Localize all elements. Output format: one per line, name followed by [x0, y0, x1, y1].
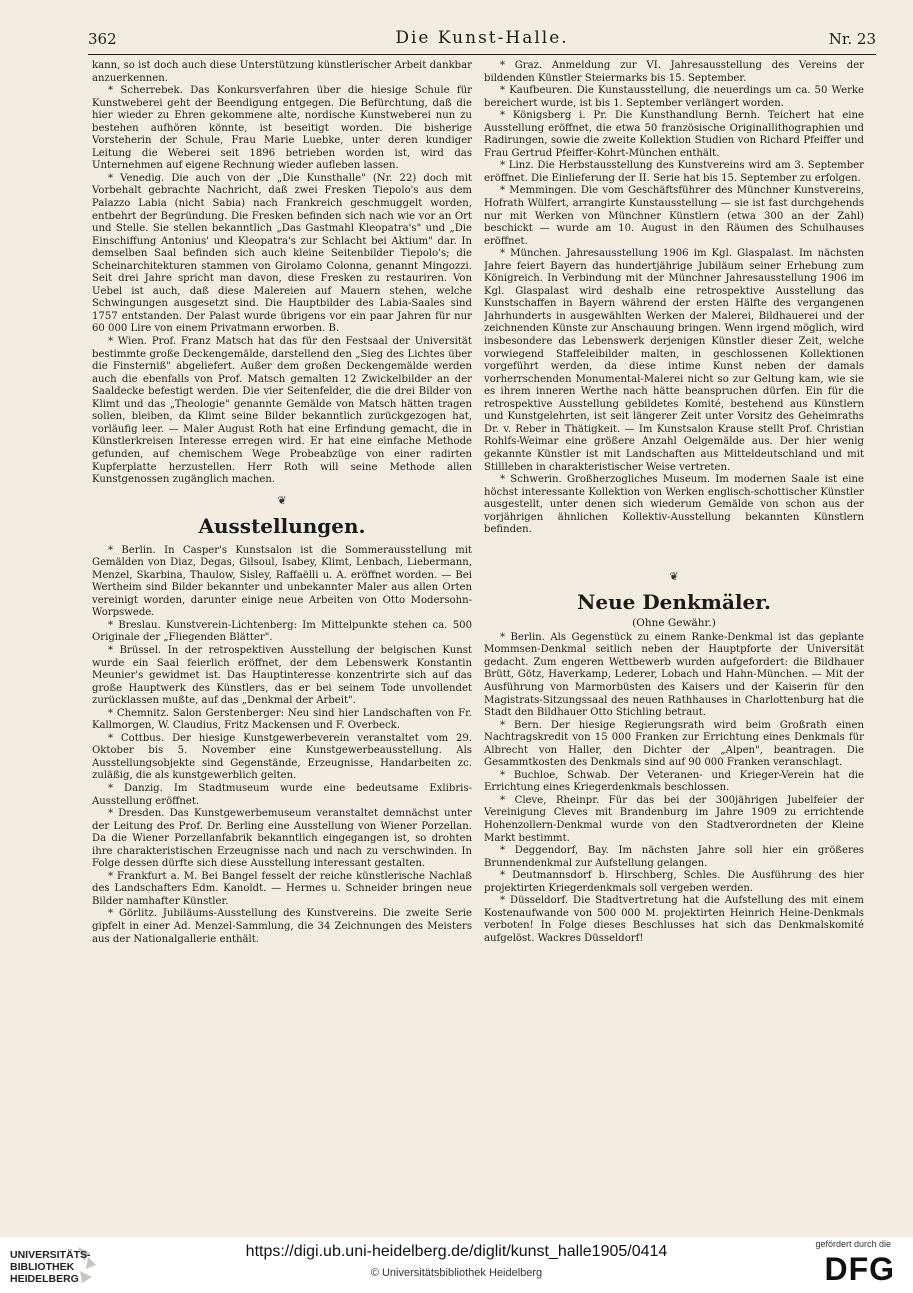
news-paragraph: * Görlitz. Jubiläums-Ausstellung des Kunstvereins. Die zweite Serie gipfelt in einer Ad. Menzel-Sammlung, die 34 Zeichnungen des Meisters aus der Nationalgallerie enthält.: [92, 908, 472, 945]
ornament-icon: ❦: [669, 569, 679, 583]
ornament-icon: ❦: [277, 493, 287, 507]
news-paragraph: * Danzig. Im Stadtmuseum wurde eine bedeutsame Exlibris-Ausstellung eröffnet.: [92, 782, 472, 807]
footer-bar: [0, 1237, 913, 1293]
news-paragraph: * Memmingen. Die vom Geschäftsführer des Münchner Kunstvereins, Hofrath Wülfert, arrangirte Kunstausstellung — sie ist fast durchgehends nur mit Werken von Münchner Künstlern (etwa 300 an der Zahl) beschickt — wurde am 10. August in den Räumen des Schulhauses eröffnet.: [484, 185, 864, 247]
section-heading: Ausstellungen.: [198, 513, 366, 538]
news-paragraph: * München. Jahresausstellung 1906 im Kgl. Glaspalast. Im nächsten Jahre feiert Bayern das hundertjährige Jubiläum seiner Erhebung zum Königreich. In Verbindung mit der Münchner Jahresausstellung 1906 im Kgl. Glaspalast wird deshalb eine retrospektive Ausstellung das Kunstschaffen in Bayern während der ersten Hälfte des vergangenen Jahrhunderts in ausgewählten Werken der Malerei, Bildhauerei und der zeichnenden Künste zur Anschauung bringen. Wenn irgend möglich, wird insbesondere das Lebenswerk derjenigen Künstler dieser Zeit, welche vorwiegend Staffeleibilder malten, in geschlossenen Kollektionen vorgeführt werden, da diese intime Kunst neben der damals vorherrschenden Monumental-Malerei nicht so zur Geltung kam, wie sie es ihrem inneren Werthe nach hätte beanspruchen dürfen. Ein für die retrospektive Ausstellung gebildetes Komité, bestehend aus Künstlern und Kunstgelehrten, ist seit längerer Zeit unter Vorsitz des Geheimraths Dr. v. Reber in Thätigkeit. — Im Kunstsalon Krause stellt Prof. Christian Rohlfs-Weimar eine größere Anzahl Oelgemälde aus. Der hier wenig gekannte Künstler ist mit Landschaften aus Mitteldeutschland und mit Stillleben in charakteristischer Weise vertreten.: [484, 248, 864, 473]
news-paragraph: * Brüssel. In der retrospektiven Ausstellung der belgischen Kunst wurde ein Saal feierlich eröffnet, der dem Lebenswerk Konstantin Meunier's gewidmet ist. Das Hauptinteresse konzentrirte sich auf das große Hauptwerk des Künstlers, das er bei seinem Tode unvollendet zurücklassen mußte, auf das „Denkmal der Arbeit".: [92, 644, 472, 707]
news-paragraph: kann, so ist doch auch diese Unterstützung künstlerischer Arbeit dankbar anzuerkennen.: [92, 60, 472, 84]
news-paragraph: * Cleve, Rheinpr. Für das bei der 300jährigen Jubelfeier der Vereinigung Cleves mit Brandenburg im Jahre 1909 zu errichtende Hohenzollern-Denkmal wurde von den Stadtverordneten der Kleine Markt bestimmt.: [484, 794, 864, 844]
section-subheading: (Ohne Gewähr.): [632, 616, 716, 629]
news-paragraph: * Buchloe, Schwab. Der Veteranen- und Krieger-Verein hat die Errichtung eines Kriegerdenkmals beschlossen.: [484, 769, 864, 794]
news-paragraph: * Venedig. Die auch von der „Die Kunsthalle" (Nr. 22) doch mit Vorbehalt gebrachte Nachricht, daß zwei Fresken Tiepolo's aus dem Palazzo Labia (nicht Sabia) nach Frankreich geschmuggelt worden, entbehrt der Begründung. Die Fresken befinden sich nach wie vor an Ort und Stelle. Sie stellen bekanntlich „Das Gastmahl Kleopatra's" und „Die Einschiffung Antonius' und Kleopatra's zur Schlacht bei Aktium" dar. In demselben Saal befinden sich auch kleine Seitenbilder Tiepolo's; die Scheinarchitekturen stammen von Girolamo Colonna, genannt Mingozzi. Seit drei Jahre spricht man davon, diese Fresken zu restauriren. Von Uebel ist auch, daß diese Malereien auf Mauern stehen, welche Schwingungen ausgesetzt sind. Die Hauptbilder des Labia-Saales sind 1757 entstanden. Der Palast wurde übrigens vor ein paar Jahren für nur 60 000 Lire von einem Privatmann erworben. B.: [92, 172, 472, 335]
copyright-notice: © Universitätsbibliothek Heidelberg: [370, 1267, 543, 1279]
news-paragraph: * Düsseldorf. Die Stadtvertretung hat die Aufstellung des mit einem Kostenaufwande von 500 000 M. projektirten Heinrich Heine-Denkmals verboten! In Folge dieses Beschlusses hat sich das Denkmalskomité aufgelöst. Wackres Düsseldorf!: [484, 895, 864, 944]
news-paragraph: * Chemnitz. Salon Gerstenberger: Neu sind hier Landschaften von Fr. Kallmorgen, W. Claudius, Fritz Mackensen und F. Overbeck.: [92, 707, 472, 732]
news-paragraph: * Dresden. Das Kunstgewerbemuseum veranstaltet demnächst unter der Leitung des Prof. Dr. Berling eine Ausstellung von Wiener Porzellan. Da die Wiener Porzellanfabrik bekanntlich eingegangen ist, so drohten ihre charakteristischen Erzeugnisse nach und nach zu verschwinden. In Folge dessen dürfte sich diese Ausstellung interessant gestalten.: [92, 808, 472, 870]
news-paragraph: * Graz. Anmeldung zur VI. Jahresausstellung des Vereins der bildenden Künstler Steiermarks bis 15. September.: [484, 60, 864, 84]
news-paragraph: * Frankfurt a. M. Bei Bangel fesselt der reiche künstlerische Nachlaß des Landschafters Edm. Kanoldt. — Hermes u. Schneider bringen neue Bilder namhafter Künstler.: [92, 870, 472, 907]
funding-caption: gefördert durch die: [815, 1239, 891, 1249]
news-paragraph: * Breslau. Kunstverein-Lichtenberg: Im Mittelpunkte stehen ca. 500 Originale der „Fliegenden Blätter".: [92, 619, 472, 644]
news-paragraph: * Cottbus. Der hiesige Kunstgewerbeverein veranstaltet vom 29. Oktober bis 5. November eine Kunstgewerbeausstellung. Als Ausstellungsobjekte sind Gegenstände, Erzeugnisse, Handarbeiten zc. zuläßig, die als kunstgewerblich gelten.: [92, 732, 472, 782]
news-paragraph: * Königsberg i. Pr. Die Kunsthandlung Bernh. Teichert hat eine Ausstellung eröffnet, die etwa 50 französische Originallithographien und Radirungen, sowie die zweite Kollektion Studien von Richard Pfeiffer und Frau Gertrud Pfeiffer-Kohrt-München enthält.: [484, 110, 864, 159]
section-heading: Neue Denkmäler.: [577, 589, 771, 614]
news-paragraph: * Bern. Der hiesige Regierungsrath wird beim Großrath einen Nachtragskredit von 15 000 Franken zur Errichtung eines Denkmals für Albrecht von Haller, den Dichter der „Alpen", beantragen. Die Gesammtkosten des Denkmals sind auf 90 000 Franken veranschlagt.: [484, 719, 864, 769]
issue-number: Nr. 23: [828, 30, 876, 48]
news-paragraph: * Kaufbeuren. Die Kunstausstellung, die neuerdings um ca. 50 Werke bereichert wurde, ist bis 1. September verlängert worden.: [484, 85, 864, 109]
header-rule: [88, 54, 876, 55]
news-paragraph: * Wien. Prof. Franz Matsch hat das für den Festsaal der Universität bestimmte große Deckengemälde, darstellend den „Sieg des Lichtes über die Finsterniß" abgeliefert. Außer dem großen Deckengemälde werden auch die ebenfalls von Prof. Matsch gemalten 12 Zwickelbilder an der Saaldecke befestigt werden. Die vier Seitenfelder, die die drei Bilder von Klimt und das „Theologie" genannte Gemälde von Matsch hätten tragen sollen, bleiben, da Klimt seine Bilder bekanntlich zurückgezogen hat, vorläufig leer. — Maler August Roth hat eine Erfindung gemacht, die in Künstlerkreisen Interesse erregen wird. Er hat eine einfache Methode gefunden, auf chemischem Wege Probeabzüge von einer radirten Kupferplatte herzustellen. Herr Roth will seine Methode allen Kunstgenossen zugänglich machen.: [92, 336, 472, 486]
news-paragraph: * Deggendorf, Bay. Im nächsten Jahre soll hier ein größeres Brunnendenkmal zur Aufstellung gelangen.: [484, 845, 864, 869]
dfg-logo: DFG: [824, 1251, 895, 1287]
news-paragraph: * Berlin. Als Gegenstück zu einem Ranke-Denkmal ist das geplante Mommsen-Denkmal seitlich neben der Hauptpforte der Universität gedacht. Zum engeren Wettbewerb wurden aufgefordert: die Bildhauer Brütt, Götz, Haverkamp, Lederer, Lobach und Hahn-München. — Mit der Ausführung von Marmorbüsten des Kaisers und der Kaiserin für den Magistrats-Sitzungssaal des neuen Rathhauses in Charlottenburg hat die Stadt den Bildhauer Otto Stichling betraut.: [484, 631, 864, 719]
news-paragraph: * Scherrebek. Das Konkursverfahren über die hiesige Schule für Kunstweberei geht der Beendigung entgegen. Die Befürchtung, daß die hier wieder zu Ehren gekommene alte, nordische Kunstweberei nun zu bestehen aufhören könnte, ist beseitigt worden. Die bisherige Vorsteherin der Schule, Frau Marie Luebke, unter deren kundiger Leitung die Weberei seit 1896 betrieben worden ist, wird das Unternehmen auf eigene Rechnung wieder aufleben lassen.: [92, 85, 472, 172]
news-paragraph: * Berlin. In Casper's Kunstsalon ist die Sommerausstellung mit Gemälden von Diaz, Degas, Gilsoul, Isabey, Klimt, Lenbach, Liebermann, Menzel, Skarbina, Thaulow, Sisley, Raffaëlli u. A. eröffnet worden. — Bei Wertheim sind Bilder bekannter und unbekannter Maler aus allen Orten vereinigt worden, darunter einige neue Arbeiten von Otto Modersohn-Worpswede.: [92, 544, 472, 619]
news-paragraph: * Deutmannsdorf b. Hirschberg, Schles. Die Ausführung des hier projektirten Kriegerdenkmals soll vergeben werden.: [484, 870, 864, 894]
news-paragraph: * Schwerin. Großherzogliches Museum. Im modernen Saale ist eine höchst interessante Kollektion von Werken englisch-schottischer Künstler ausgestellt, unter denen sich wiederum Gemälde von schon aus der vorjährigen ähnlichen Kollektiv-Ausstellung bekannten Künstlern befinden.: [484, 474, 864, 536]
page-header: [88, 28, 876, 52]
left-column: [92, 60, 472, 1235]
library-name: UNIVERSITÄTS- BIBLIOTHEK HEIDELBERG: [10, 1249, 91, 1285]
journal-title: Die Kunst-Halle.: [395, 28, 569, 48]
page-number: 362: [88, 30, 117, 48]
news-paragraph: * Linz. Die Herbstausstellung des Kunstvereins wird am 3. September eröffnet. Die Einlieferung der II. Serie hat bis 15. September zu erfolgen.: [484, 160, 864, 184]
right-column: [484, 60, 864, 1235]
section-gap: [484, 537, 864, 563]
document-url-link[interactable]: https://digi.ub.uni-heidelberg.de/diglit/kunst_halle1905/0414: [245, 1243, 668, 1260]
